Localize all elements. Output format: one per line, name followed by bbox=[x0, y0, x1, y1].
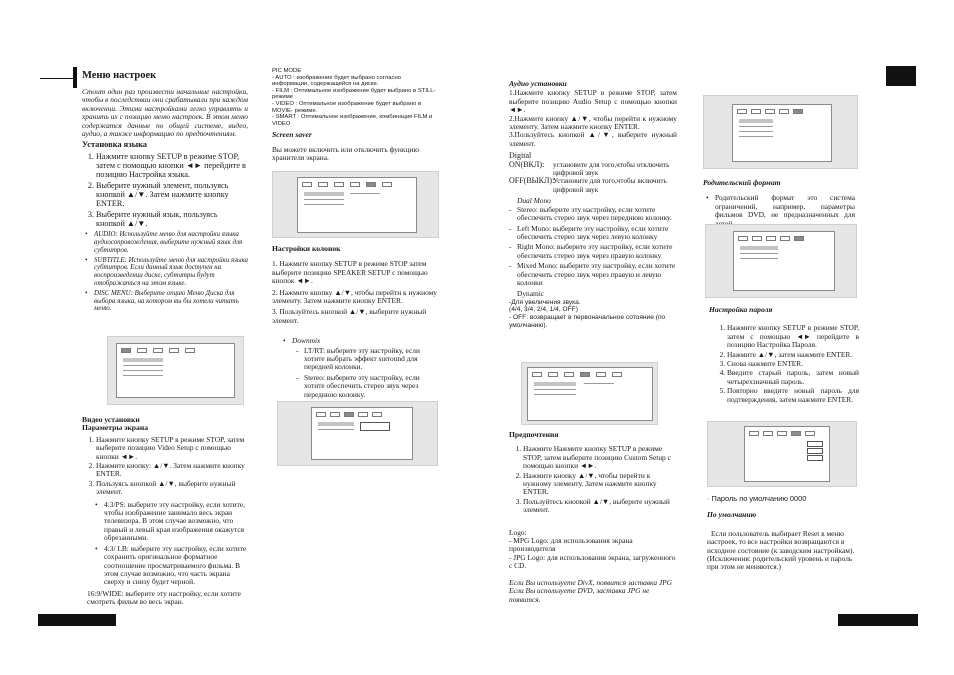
screen-saver-heading: Screen saver bbox=[272, 130, 312, 140]
intro-text: Стоит один раз произвести начальные настройки, чтобы в последствии они срабатывали при каждом включении. Этими настройками легко управлять и хранить их с позицию меню настроек. В этом меню содержатся данные по общей системе, видео, аудио, а также информацию по предпочтениям. bbox=[82, 87, 248, 139]
column-4-middle bbox=[709, 304, 859, 407]
logo-label: Logo: bbox=[509, 527, 527, 537]
list-item: 1. Нажмите кнопку SETUP в режиме STOP, затем с помощью ◄► перейдите в позицию Настройка Пароля. bbox=[727, 324, 859, 349]
speaker-setup-screenshot bbox=[277, 401, 438, 466]
column-4-bottom bbox=[707, 495, 857, 575]
preferences-heading: Предпочтения bbox=[509, 430, 559, 439]
jpg-note-2: Если Вы используете DVD, заставка JPG не появится. bbox=[509, 586, 650, 604]
language-setup-screenshot bbox=[107, 336, 244, 405]
list-item: 3. Выберите нужный язык, пользуясь кнопкой ▲/▼. bbox=[96, 210, 248, 229]
speaker-step-1: 1. Нажмите кнопку SETUP в режиме STOP затем выберите позицию SPEAKER SETUP с помощью кнопок ◄►. bbox=[272, 259, 428, 286]
password-heading: Настройка пароля bbox=[709, 305, 773, 314]
footer-bar-left bbox=[38, 614, 116, 626]
header-rule bbox=[40, 78, 73, 79]
list-item: 3. Пользуйтесь кнопкой ▲/▼, выберите нужный элемент. bbox=[523, 498, 677, 515]
default-heading: По умолчанию bbox=[707, 510, 757, 520]
logo-lines: - MPG Logo: для использования экрана производителя - JPG Logo: для использования экрана, загруженного с CD. bbox=[509, 536, 676, 571]
list-item: - LT/RT: выберите эту настройку, если хотите выбрать эффект surround для передней колонки. bbox=[304, 347, 438, 372]
parental-screenshot bbox=[705, 224, 857, 298]
list-item: - Stereo: выберите эту настройку, если хотите обеспечить стерео звук через переднюю колонку. bbox=[517, 206, 677, 223]
screen-saver-text: Вы можете включить или отключить функцию хранителя экрана. bbox=[272, 144, 419, 163]
speaker-step-2: 2. Нажмите кнопку ▲/▼, чтобы перейти к нужному элементу. Затем нажмите кнопку ENTER. bbox=[272, 287, 438, 306]
list-item: 2. Выберите нужный элемент, пользуясь кнопкой ▲/▼. Затем нажмите кнопку ENTER. bbox=[96, 181, 248, 209]
dynamic-lines: -Для увеличения звука. (4/4, 3/4, 2/4, 1/4, OFF) - OFF: возвращает в первоначальное сотояние (по умолчанию). bbox=[509, 298, 666, 329]
column-4-top bbox=[703, 177, 855, 231]
downmix-label: Downmix bbox=[292, 336, 321, 346]
dynamic-label: Dynamic bbox=[517, 289, 545, 299]
list-item: - Mixed Mono: выберите эту настройку, если хотите обеспечить стерео звук через правую и левую колонки bbox=[517, 262, 677, 287]
pic-mode: PIC MODE - AUTO : изображение будет выбрано согласно информации, содержащейся на диске. - FILM : Оптимальное изображение будет выбрано в STILL- режиме - VIDEO : Оптимальное изображение будет выбрано в MOVIE- режиме. - SMART : Оптимальное изображение, комбинация FILM и VIDEO bbox=[272, 68, 436, 127]
audio-steps bbox=[509, 89, 677, 148]
list-item: • 4:3/PS: выберите эту настройку, если хотите, чтобы изображение занимало весь экран телевизора. В этом случае возможно, что правый и левый края изображения окажутся обрезанными. bbox=[104, 501, 248, 543]
page-title: Меню настроек bbox=[82, 70, 157, 81]
list-item: 4. Введите старый пароль, затем новый четырехзначный пароль. bbox=[727, 369, 859, 386]
column-3-bottom bbox=[509, 429, 677, 604]
downmix-list bbox=[292, 347, 438, 399]
list-item: 2. Нажмите кнопку ▲/▼, чтобы перейти к нужному элементу. Затем нажмите кнопку ENTER. bbox=[523, 472, 677, 497]
digital-off-row: OFF(ВЫКЛ): Установите для того,чтобы включить цифровой звук bbox=[509, 176, 667, 194]
wide-note: 16:9/WIDE: выберите эту настройку, если хотите смотреть фильм во весь экран. bbox=[87, 588, 241, 607]
list-item: • 4:3/ LB: выберите эту настройку, если хотите сохранить оригинальное форматное соотношение просматриваемого фильма. В этом случае возможно, что часть экрана сверху и снизу будет черной. bbox=[104, 545, 248, 587]
password-steps bbox=[709, 324, 859, 404]
speaker-heading: Настройки колонок bbox=[272, 244, 341, 253]
video-heading: Видео установки Параметры экрана bbox=[82, 415, 148, 433]
audio-setup-screenshot bbox=[521, 362, 658, 425]
list-item: 2. Нажмите кнопку: ▲/▼. Затем нажмите кнопку ENTER. bbox=[96, 462, 248, 479]
downmix-options bbox=[272, 337, 438, 399]
list-item: 1. Нажмите кнопку SETUP в режиме STOP, затем выберите позицию Video Setup с помощью кнопки ◄►. bbox=[96, 436, 248, 461]
footer-bar-right bbox=[838, 614, 918, 626]
video-steps bbox=[82, 436, 248, 497]
jpg-note-1: Если Вы используете DivX, появится заставка JPG bbox=[509, 577, 673, 587]
list-item: 1. Нажмите кнопку SETUP в режиме STOP, затем с помощью кнопки ◄► перейдите в позицию Настройка языка. bbox=[96, 152, 248, 180]
custom-setup-screenshot bbox=[703, 95, 858, 169]
column-1-bottom bbox=[82, 416, 248, 610]
column-2 bbox=[272, 68, 438, 166]
default-password: · Пароль по умолчанию 0000 bbox=[707, 494, 807, 503]
list-item: 1.Нажмите кнопку SETUP в режиме STOP, затем выберите позицию Audio Setup с помощью кнопки ◄►. bbox=[509, 88, 677, 115]
audio-heading: Аудио установки bbox=[509, 79, 567, 88]
list-item: 3.Пользуйтесь кнопкой ▲/▼, выберите нужный элемент. bbox=[509, 130, 677, 148]
page-corner-tab bbox=[886, 66, 916, 86]
list-item: 2. Нажмите ▲/▼, затем нажмите ENTER. bbox=[727, 351, 859, 359]
column-3 bbox=[509, 80, 677, 329]
list-item: - Right Mono: выберите эту настройку, если хотите обеспечить стерео звук через правую колонку bbox=[517, 243, 677, 260]
column-1 bbox=[82, 70, 248, 316]
parental-heading: Родительский формат bbox=[703, 178, 781, 187]
preferences-steps bbox=[509, 445, 677, 514]
list-item: • AUDIO: Используйте меню для настройки языка аудиосопровождения, выберите нужный язык для субтитров. bbox=[94, 231, 248, 254]
list-item: - Stereo: выберите эту настройку, если хотите обеспечить стерео звук через переднюю колонку. bbox=[304, 374, 438, 399]
list-item: 5. Повторно введите новый пароль для подтверждения, затем нажмите ENTER. bbox=[727, 387, 859, 404]
header-vertical-bar bbox=[73, 67, 77, 88]
list-item: 2.Нажмите кнопку ▲/▼, чтобы перейти к нужному элементу. Затем нажмите кнопку ENTER. bbox=[509, 113, 677, 132]
dual-mono-label: Dual Mono bbox=[517, 196, 551, 206]
parental-list bbox=[703, 194, 855, 228]
list-item: 3. Снова нажмите ENTER. bbox=[727, 360, 859, 368]
list-item: 1. Нажмите Нажмите кнопку SETUP в режиме STOP, затем выберите позицию Custom Setup с помощью кнопки ◄►. bbox=[523, 445, 677, 470]
list-item: • DISC MENU: Выберите опцию Меню Диска для выбора языка, на котором вы бы хотели читать меню. bbox=[94, 290, 248, 313]
list-item: • SUBTITLE: Используйте меню для настройки языка субтитров. Если данный язык доступен на воспроизведении диске, субтитры будут отображаться на этом языке. bbox=[94, 257, 248, 288]
speaker-step-3: 3. Пользуйтесь кнопкой ▲/▼, выберите нужный элемент. bbox=[272, 307, 427, 325]
dual-mono-list bbox=[509, 206, 677, 288]
video-options bbox=[82, 501, 248, 587]
lang-heading: Установка языка bbox=[82, 140, 147, 150]
list-item: • Родительский формат это система ограничений, например, параметры фильмов DVD, не предназначенных для bbox=[715, 194, 855, 228]
list-item: - Left Mono: выберите эту настройку, если хотите обеспечить стерео звук через левую колонку bbox=[517, 225, 677, 242]
password-screenshot bbox=[707, 421, 857, 487]
column-2-middle bbox=[272, 243, 438, 402]
lang-options bbox=[82, 231, 248, 313]
lang-steps bbox=[82, 152, 248, 228]
default-text: Если пользователь выбирает Reset в меню настроек, то все настройки возвращаются в исходное состояние (к заводским настройкам). (Исключения: родительский уровень и пароль при этом не меняются.) bbox=[707, 528, 855, 572]
digital-on-row: ON(ВКЛ): установите для того,чтобы отключить цифровой звук bbox=[509, 159, 670, 178]
digital-label: Digital bbox=[509, 151, 532, 161]
screen-saver-screenshot bbox=[272, 171, 439, 238]
list-item: 3. Пользуясь кнопкой ▲/▼, выберите нужный элемент. bbox=[96, 480, 248, 497]
